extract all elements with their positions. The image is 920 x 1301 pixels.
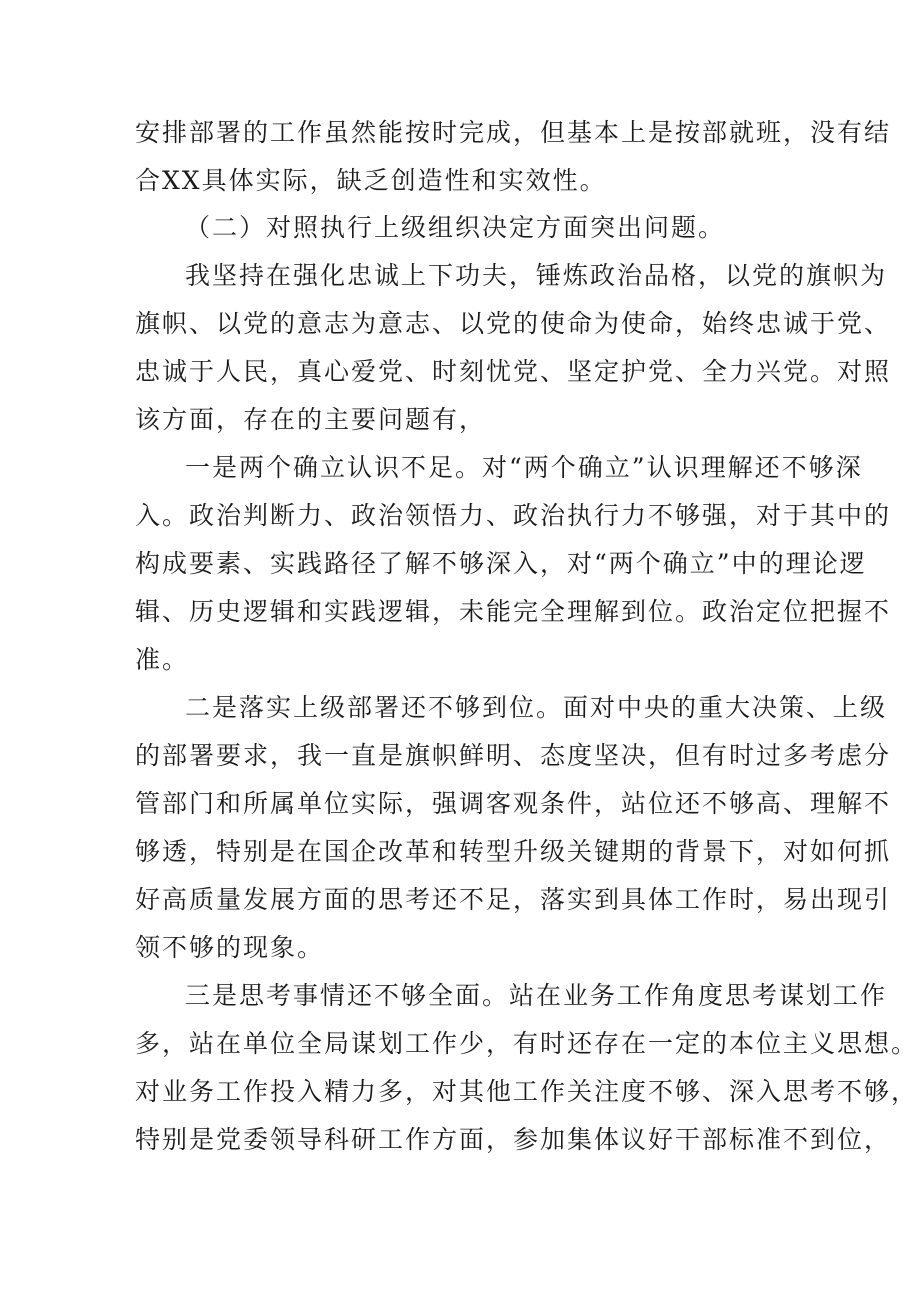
paragraph-line: 准。 bbox=[135, 645, 190, 674]
paragraph-line: 辑、历史逻辑和实践逻辑，未能完全理解到位。政治定位把握不 bbox=[135, 597, 892, 626]
paragraph-line: 多，站在单位全局谋划工作少，有时还存在一定的本位主义思想。 bbox=[135, 1029, 919, 1058]
paragraph-line: 管部门和所属单位实际，强调客观条件，站位还不够高、理解不 bbox=[135, 789, 892, 818]
paragraph-line: 好高质量发展方面的思考还不足，落实到具体工作时，易出现引 bbox=[135, 885, 892, 914]
paragraph-line: 对业务工作投入精力多，对其他工作关注度不够、深入思考不够， bbox=[135, 1077, 919, 1106]
paragraph-line: 够透，特别是在国企改革和转型升级关键期的背景下，对如何抓 bbox=[135, 837, 892, 866]
paragraph-line: 旗帜、以党的意志为意志、以党的使命为使命，始终忠诚于党、 bbox=[135, 309, 892, 338]
paragraph-line: 忠诚于人民，真心爱党、时刻忧党、坚定护党、全力兴党。对照 bbox=[135, 357, 892, 386]
paragraph-line: 构成要素、实践路径了解不够深入，对“两个确立”中的理论逻 bbox=[135, 549, 867, 578]
paragraph-line: 我坚持在强化忠诚上下功夫，锤炼政治品格，以党的旗帜为 bbox=[185, 261, 888, 290]
paragraph-line: 该方面，存在的主要问题有， bbox=[135, 405, 487, 434]
paragraph-line: 合XX具体实际，缺乏创造性和实效性。 bbox=[135, 166, 607, 195]
paragraph-line: 特别是党委领导科研工作方面，参加集体议好干部标准不到位， bbox=[135, 1125, 892, 1154]
paragraph-line: 安排部署的工作虽然能按时完成，但基本上是按部就班，没有结 bbox=[135, 118, 892, 147]
paragraph-line: 的部署要求，我一直是旗帜鲜明、态度坚决，但有时过多考虑分 bbox=[135, 741, 892, 770]
section-heading: （二）对照执行上级组织决定方面突出问题。 bbox=[185, 213, 726, 242]
paragraph-line: 二是落实上级部署还不够到位。面对中央的重大决策、上级 bbox=[185, 693, 888, 722]
paragraph-line: 一是两个确立认识不足。对“两个确立”认识理解还不够深 bbox=[185, 453, 863, 482]
paragraph-line: 领不够的现象。 bbox=[135, 933, 325, 962]
paragraph-line: 入。政治判断力、政治领悟力、政治执行力不够强，对于其中的 bbox=[135, 501, 892, 530]
paragraph-line: 三是思考事情还不够全面。站在业务工作角度思考谋划工作 bbox=[185, 981, 888, 1010]
